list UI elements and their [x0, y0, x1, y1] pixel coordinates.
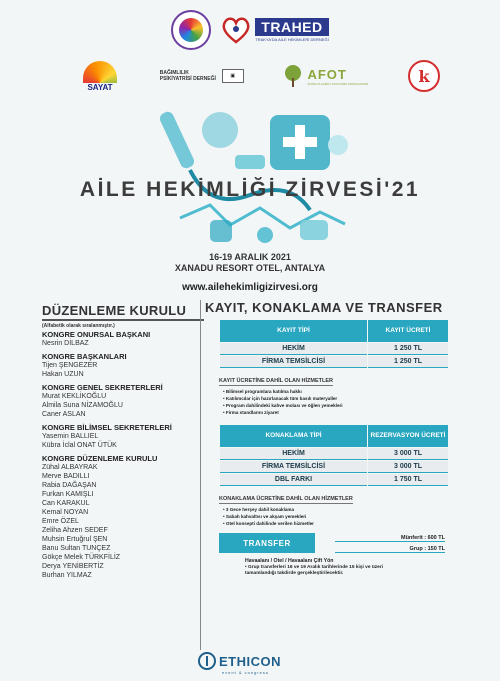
heart-icon	[221, 16, 251, 44]
committee-heading: DÜZENLEME KURULU	[42, 303, 204, 321]
column-divider	[200, 300, 201, 650]
rainbow-sun-icon	[83, 61, 117, 83]
bpd-emblem-icon: ▣	[222, 69, 244, 83]
sayat-name: SAYAT	[87, 82, 113, 92]
committee-panel	[42, 303, 204, 584]
committee-note: (Alfabetik olarak sıralanmıştır.)	[42, 323, 115, 329]
table-row	[220, 356, 448, 368]
registration-heading: KAYIT, KONAKLAMA VE TRANSFER	[205, 300, 443, 315]
konaklama-price-cell: 3 000 TL	[368, 461, 448, 473]
table-row	[220, 448, 448, 460]
ethicon-logo	[198, 652, 281, 670]
medical-illustration-icon	[150, 100, 370, 250]
committee-member: Zeliha Ahzen SEDEF	[42, 527, 108, 534]
kayit-type-cell: FİRMA TEMSİLCİSİ	[220, 356, 367, 368]
konaklama-col-type: KONAKLAMA TİPİ	[220, 425, 367, 447]
transfer-route: Havaalanı / Otel / Havaalanı Çift Yön	[245, 558, 334, 564]
committee-member: Zühal ALBAYRAK	[42, 464, 98, 471]
committee-member: Derya YENİBERTİZ	[42, 563, 104, 570]
ethicon-name: ETHICON	[219, 653, 281, 669]
transfer-price-single: Münferit : 600 TL	[335, 535, 445, 542]
committee-member: Caner ASLAN	[42, 411, 86, 418]
list-item: • Otel konsepti dahilinde verilen hizmetler	[223, 520, 463, 527]
logo-row-top	[0, 8, 500, 52]
konaklama-col-price: REZERVASYON ÜCRETİ	[368, 425, 448, 447]
committee-member: Tijen ŞENGEZER	[42, 362, 98, 369]
committee-member: Merve BADILLI	[42, 473, 90, 480]
committee-member: Muhsin Ertuğrul ŞEN	[42, 536, 108, 543]
trahed-name: TRAHED	[255, 18, 328, 36]
list-item: • Firma standlarını ziyaret	[223, 409, 463, 416]
table-row	[220, 461, 448, 473]
list-item: • Sabah kahvaltısı ve akşam yemekleri	[223, 513, 463, 520]
committee-group	[42, 352, 204, 379]
transfer-note: • Grup transferleri 16 ve 19 Aralık tarihlerinde 15 kişi ve üzeri tamamlandığı takdirde gerçekleştirilecektir.	[245, 565, 384, 576]
transfer-prices	[335, 533, 445, 553]
committee-member: Kemal NOYAN	[42, 509, 89, 516]
afot-name: AFOT	[307, 66, 347, 82]
kayit-includes-title: KAYIT ÜCRETİNE DAHİL OLAN HİZMETLER	[219, 378, 333, 384]
konaklama-type-cell: HEKİM	[220, 448, 367, 460]
list-item: • Katılımcılar için hazırlanacak tüm basılı materyaller	[223, 395, 463, 402]
konaklama-includes-list	[223, 506, 463, 527]
committee-group-title: KONGRE DÜZENLEME KURULU	[42, 454, 158, 463]
committee-member: Almila Suna NİZAMOĞLU	[42, 402, 123, 409]
transfer-note-text: Grup transferleri 16 ve 19 Aralık tarihlerinde 15 kişi ve üzeri tamamlandığı takdirde gerçekleştirilecektir.	[245, 565, 384, 576]
list-item: • Program dahilindeki kahve molası ve öğlen yemekleri	[223, 402, 463, 409]
afot-subtitle: ANTALYA FAMİLY DOCTORS ASSOCIATION	[307, 81, 369, 86]
afot-logo	[283, 64, 368, 88]
transfer-label: TRANSFER	[219, 533, 315, 553]
event-website-link[interactable]: www.ailehekimligizirvesi.org	[182, 282, 318, 293]
committee-group-title: KONGRE BAŞKANLARI	[42, 352, 127, 361]
committee-group	[42, 423, 204, 450]
ethicon-subtitle: event & congress	[222, 670, 269, 675]
committee-member: Kübra İclal ONAT ÜTÜK	[42, 442, 117, 449]
committee-group	[42, 383, 204, 419]
committee-member: Furkan KAMIŞLI	[42, 491, 94, 498]
konaklama-table	[219, 424, 449, 487]
committee-member: Murat KEKLİKOĞLU	[42, 393, 107, 400]
logo-row-bottom	[0, 56, 500, 96]
list-item: • Bilimsel programlara katılma hakkı	[223, 388, 463, 395]
konaklama-type-cell: FİRMA TEMSİLCİSİ	[220, 461, 367, 473]
kayit-type-cell: HEKİM	[220, 343, 367, 355]
committee-member: Yasemin BALLIEL	[42, 433, 99, 440]
bpd-name: BAĞIMLILIK PSİKİYATRİSİ DERNEĞİ	[159, 69, 216, 82]
k-logo: k	[408, 60, 440, 92]
table-row	[220, 343, 448, 355]
committee-member: Hakan UZUN	[42, 371, 84, 378]
list-item: • 3 Gece herşey dahil konaklama	[223, 506, 463, 513]
trahed-logo	[221, 16, 328, 44]
committee-group	[42, 454, 204, 580]
registration-panel	[205, 300, 463, 577]
transfer-price-group: Grup : 150 TL	[335, 546, 445, 553]
konaklama-price-cell: 3 000 TL	[368, 448, 448, 460]
committee-member: Rabia DAĞAŞAN	[42, 482, 97, 489]
association-seal-icon	[171, 10, 211, 50]
kayit-col-type: KAYIT TİPİ	[220, 320, 367, 342]
konaklama-includes-title: KONAKLAMA ÜCRETİNE DAHİL OLAN HİZMETLER	[219, 496, 353, 502]
committee-member: Can KARAKUL	[42, 500, 90, 507]
event-venue: XANADU RESORT OTEL, ANTALYA	[174, 263, 326, 273]
committee-group-title: KONGRE GENEL SEKRETERLERİ	[42, 383, 163, 392]
bpd-logo	[160, 69, 244, 83]
committee-group-title: KONGRE ONURSAL BAŞKANI	[42, 330, 151, 339]
konaklama-type-cell: DBL FARKI	[220, 474, 367, 486]
transfer-row	[219, 533, 463, 553]
ethicon-mark-icon	[198, 652, 216, 670]
tree-icon	[283, 64, 303, 88]
committee-member: Nesrin DİLBAZ	[42, 340, 89, 347]
kayit-includes-list	[223, 388, 463, 416]
committee-member: Emre ÖZEL	[42, 518, 79, 525]
committee-member: Gökçe Melek TÜRKFİLİZ	[42, 554, 121, 561]
kayit-price-cell: 1 250 TL	[368, 356, 448, 368]
committee-group-title: KONGRE BİLİMSEL SEKRETERLERİ	[42, 423, 172, 432]
event-title: AİLE HEKİMLİĞİ ZİRVESİ'21	[79, 178, 421, 201]
kayit-table	[219, 319, 449, 369]
kayit-col-price: KAYIT ÜCRETİ	[368, 320, 448, 342]
konaklama-price-cell: 1 750 TL	[368, 474, 448, 486]
sayat-logo	[80, 61, 120, 92]
kayit-price-cell: 1 250 TL	[368, 343, 448, 355]
trahed-subtitle: TRAKYA'DA AİLE HEKİMLERİ DERNEĞİ	[255, 37, 329, 42]
committee-group	[42, 330, 204, 348]
event-date: 16-19 ARALIK 2021	[209, 252, 291, 262]
committee-member: Banu Sultan TUNÇEZ	[42, 545, 111, 552]
table-row	[220, 474, 448, 486]
committee-member: Burhan YILMAZ	[42, 572, 92, 579]
